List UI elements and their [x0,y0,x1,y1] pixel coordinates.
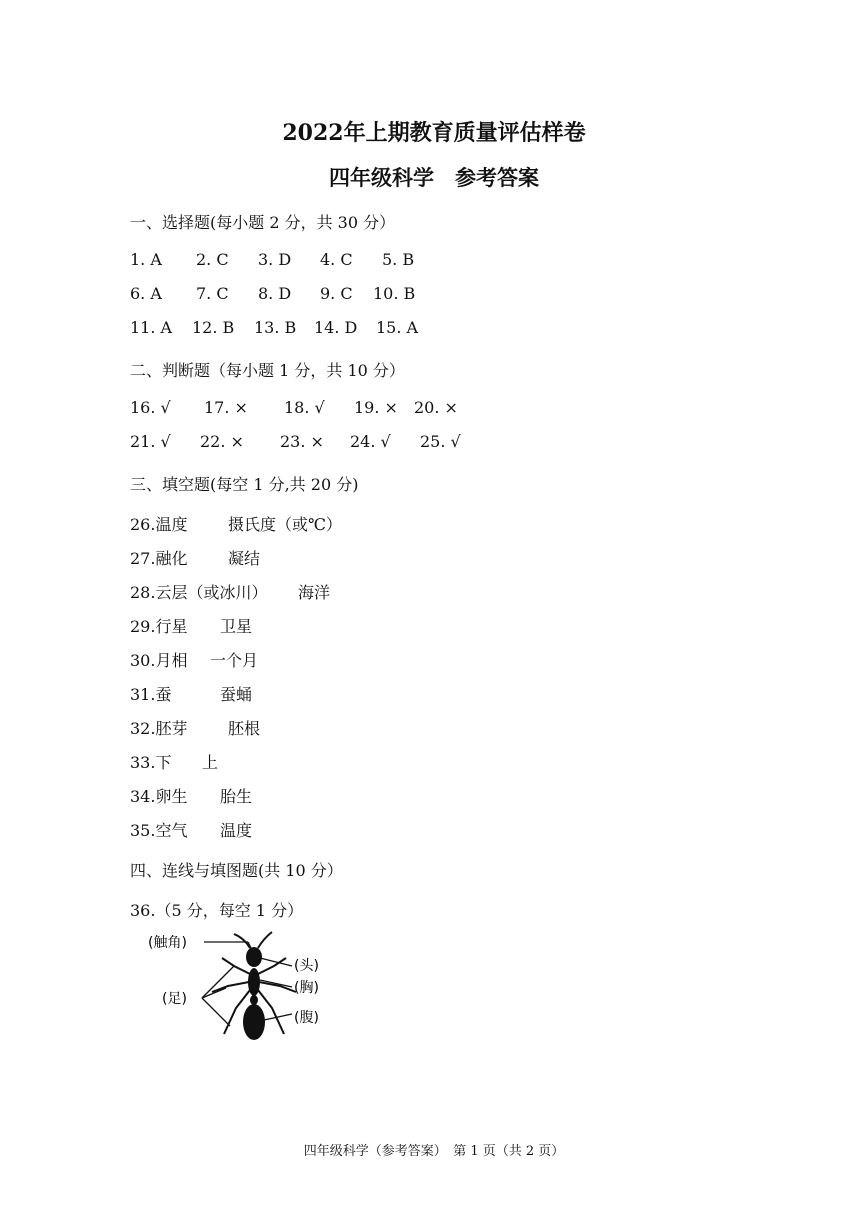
fill-answer-2: 卫星 [220,617,253,636]
section-diagram-heading: 四、连线与填图题(共 10 分） [130,861,343,880]
answer-item: 2. C [196,250,229,269]
fill-answer-2: 海洋 [298,583,331,602]
page-footer: 四年级科学（参考答案） 第 1 页（共 2 页） [303,1144,565,1159]
answer-item: 4. C [320,250,353,269]
question-36-label: 36.（5 分，每空 1 分） [130,901,304,920]
answer-item: 9. C [320,284,353,303]
fill-answer-1: 29.行星 [130,617,188,636]
fill-answer-1: 33.下 [130,753,172,772]
answer-item: 14. D [314,318,358,337]
answer-item: 3. D [258,250,292,269]
section-fill-heading: 三、填空题(每空 1 分,共 20 分) [130,475,359,494]
fill-answer-2: 胚根 [228,719,261,738]
label-abdomen: (腹) [294,1010,319,1026]
answer-item: 13. B [254,318,297,337]
section-judge-heading: 二、判断题（每小题 1 分，共 10 分） [130,361,405,380]
answer-item: 12. B [192,318,235,337]
fill-answer-2: 摄氏度（或℃） [228,515,342,534]
answer-item: 23. × [280,432,324,451]
label-legs: (足) [162,991,187,1007]
label-thorax: (胸) [294,980,319,996]
label-antenna: (触角) [148,935,187,951]
answer-item: 18. √ [284,398,325,417]
fill-answer-1: 26.温度 [130,515,188,534]
answer-item: 15. A [376,318,419,337]
answer-item: 6. A [130,284,162,303]
answer-item: 20. × [414,398,458,417]
page-title: 2022年上期教育质量评估样卷 [282,120,586,146]
fill-answer-2: 蚕蛹 [220,685,253,704]
answer-item: 22. × [200,432,244,451]
answer-item: 25. √ [420,432,461,451]
fill-answer-1: 30.月相 [130,651,188,670]
fill-answer-1: 27.融化 [130,549,188,568]
label-head: (头) [294,958,319,974]
answer-item: 16. √ [130,398,171,417]
answer-item: 1. A [130,250,162,269]
fill-answer-2: 温度 [220,821,253,840]
fill-answer-1: 31.蚕 [130,685,172,704]
page-subtitle: 四年级科学 参考答案 [329,165,539,190]
fill-answer-1: 35.空气 [130,821,188,840]
answer-item: 8. D [258,284,292,303]
fill-answer-2: 胎生 [220,787,253,806]
answer-item: 11. A [130,318,173,337]
fill-answer-2: 一个月 [210,651,259,670]
answer-item: 21. √ [130,432,171,451]
ant-diagram [148,930,368,1050]
answer-item: 7. C [196,284,229,303]
answer-item: 17. × [204,398,248,417]
answer-item: 10. B [373,284,416,303]
answer-item: 24. √ [350,432,391,451]
answer-item: 19. × [354,398,398,417]
ant-head-shape [246,947,262,967]
fill-answer-1: 28.云层（或冰川） [130,583,268,602]
fill-answer-2: 凝结 [228,549,261,568]
fill-answer-1: 32.胚芽 [130,719,188,738]
section-choice-heading: 一、选择题(每小题 2 分，共 30 分） [130,213,396,232]
fill-answer-1: 34.卵生 [130,787,188,806]
answer-item: 5. B [382,250,415,269]
ant-abdomen-shape [243,1004,265,1040]
fill-answer-2: 上 [202,753,219,772]
